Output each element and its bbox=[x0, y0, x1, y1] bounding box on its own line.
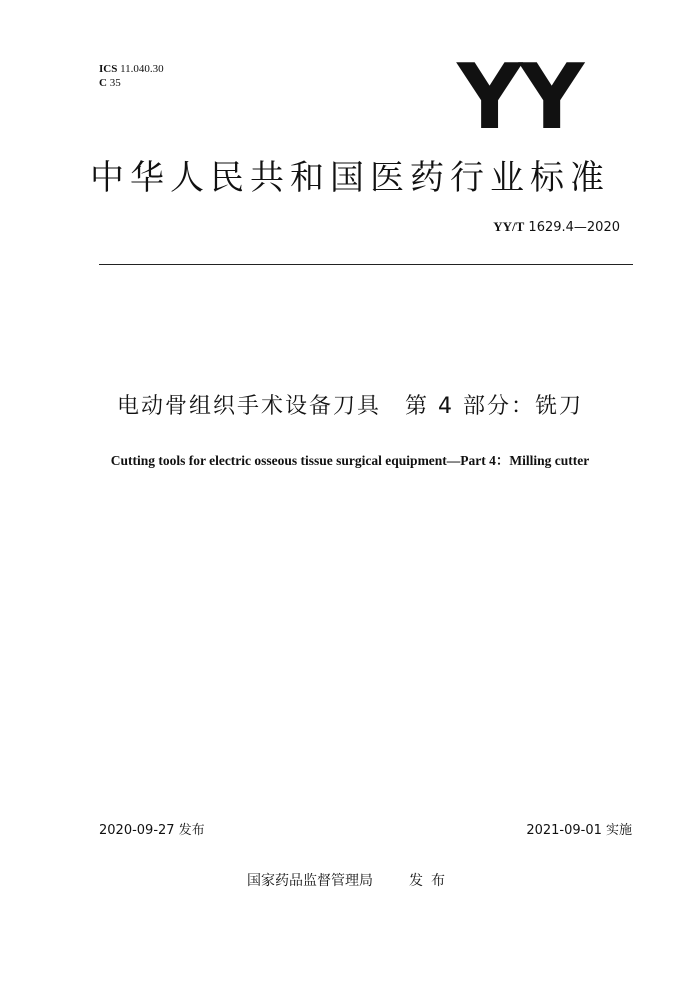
standard-number bbox=[493, 219, 620, 235]
standard-number-value: 1629.4—2020 bbox=[528, 220, 620, 235]
issue-date: 2020-09-27 发布 bbox=[99, 823, 205, 838]
standard-category-title: 中华人民共和国医药行业标准 bbox=[90, 158, 610, 198]
ics-label: ICS bbox=[99, 63, 118, 75]
document-title-en: Cutting tools for electric osseous tissue surgical equipment—Part 4：Milling cutter bbox=[110, 453, 590, 468]
ccs-value: 35 bbox=[109, 77, 121, 89]
ccs-line bbox=[99, 76, 164, 90]
yy-logo: YY bbox=[457, 45, 582, 150]
classification-block bbox=[99, 62, 164, 90]
header-divider bbox=[99, 264, 633, 265]
ccs-label: C bbox=[99, 77, 107, 89]
ics-line bbox=[99, 62, 164, 76]
ics-value: 11.040.30 bbox=[120, 63, 164, 75]
standard-code: YY/T bbox=[493, 219, 525, 234]
implementation-date: 2021-09-01 实施 bbox=[526, 823, 632, 838]
document-title-cn: 电动骨组织手术设备刀具 第 4 部分：铣刀 bbox=[117, 394, 583, 419]
publisher-name: 国家药品监督管理局 bbox=[247, 873, 373, 889]
publisher-line bbox=[0, 870, 700, 890]
publisher-verb: 发布 bbox=[409, 873, 453, 889]
